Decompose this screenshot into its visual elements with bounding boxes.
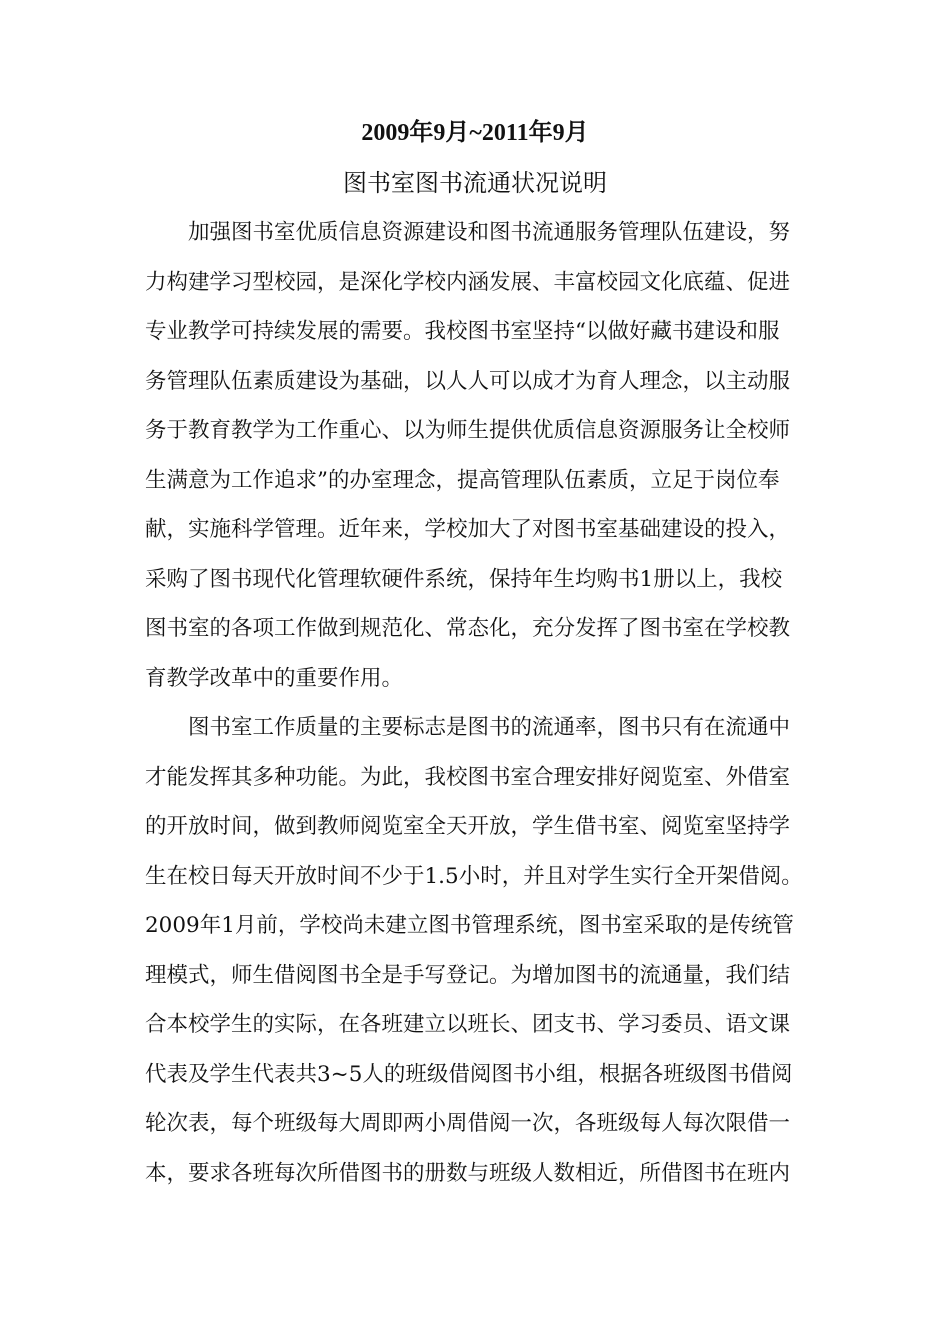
paragraph-2: 图书室工作质量的主要标志是图书的流通率，图书只有在流通中 才能发挥其多种功能。为此，我校图书室合理安排好阅览室、外借室 的开放时间，做到教师阅览室全天开放，学生借书室、阅览室坚持学 生在校日每天开放时间不少于1.5小时，并且对学生实行全开架借阅。 2009年1月前，学校尚未建立图书管理系统，图书室采取的是传统管 理模式，师生借阅图书全是手写登记。为增加图书的流通量，我们结 合本校学生的实际，在各班建立以班长、团支书、学习委员、语文课 代表及学生代表共3~5人的班级借阅图书小组，根据各班级图书借阅 轮次表，每个班级每大周即两小周借阅一次，各班级每人每次限借一 本，要求各班每次所借图书的册数与班级人数相近，所借图书在班内 xyxy=(145,715,803,1186)
document-title: 2009年9月~2011年9月 xyxy=(361,120,589,146)
paragraph-1: 加强图书室优质信息资源建设和图书流通服务管理队伍建设，努 力构建学习型校园，是深化学校内涵发展、丰富校园文化底蕴、促进 专业教学可持续发展的需要。我校图书室坚持“以做好藏书建设和服 务管理队伍素质建设为基础，以人人可以成才为育人理念，以主动服 务于教育教学为工作重心、以为师生提供优质信息资源服务让全校师 生满意为工作追求”的办室理念，提高管理队伍素质，立足于岗位奉 献，实施科学管理。近年来，学校加大了对图书室基础建设的投入， 采购了图书现代化管理软硬件系统，保持年生均购书1册以上，我校 图书室的各项工作做到规范化、常态化，充分发挥了图书室在学校教 育教学改革中的重要作用。 xyxy=(145,220,791,691)
document-subtitle: 图书室图书流通状况说明 xyxy=(343,169,607,197)
document-body xyxy=(145,108,805,1198)
